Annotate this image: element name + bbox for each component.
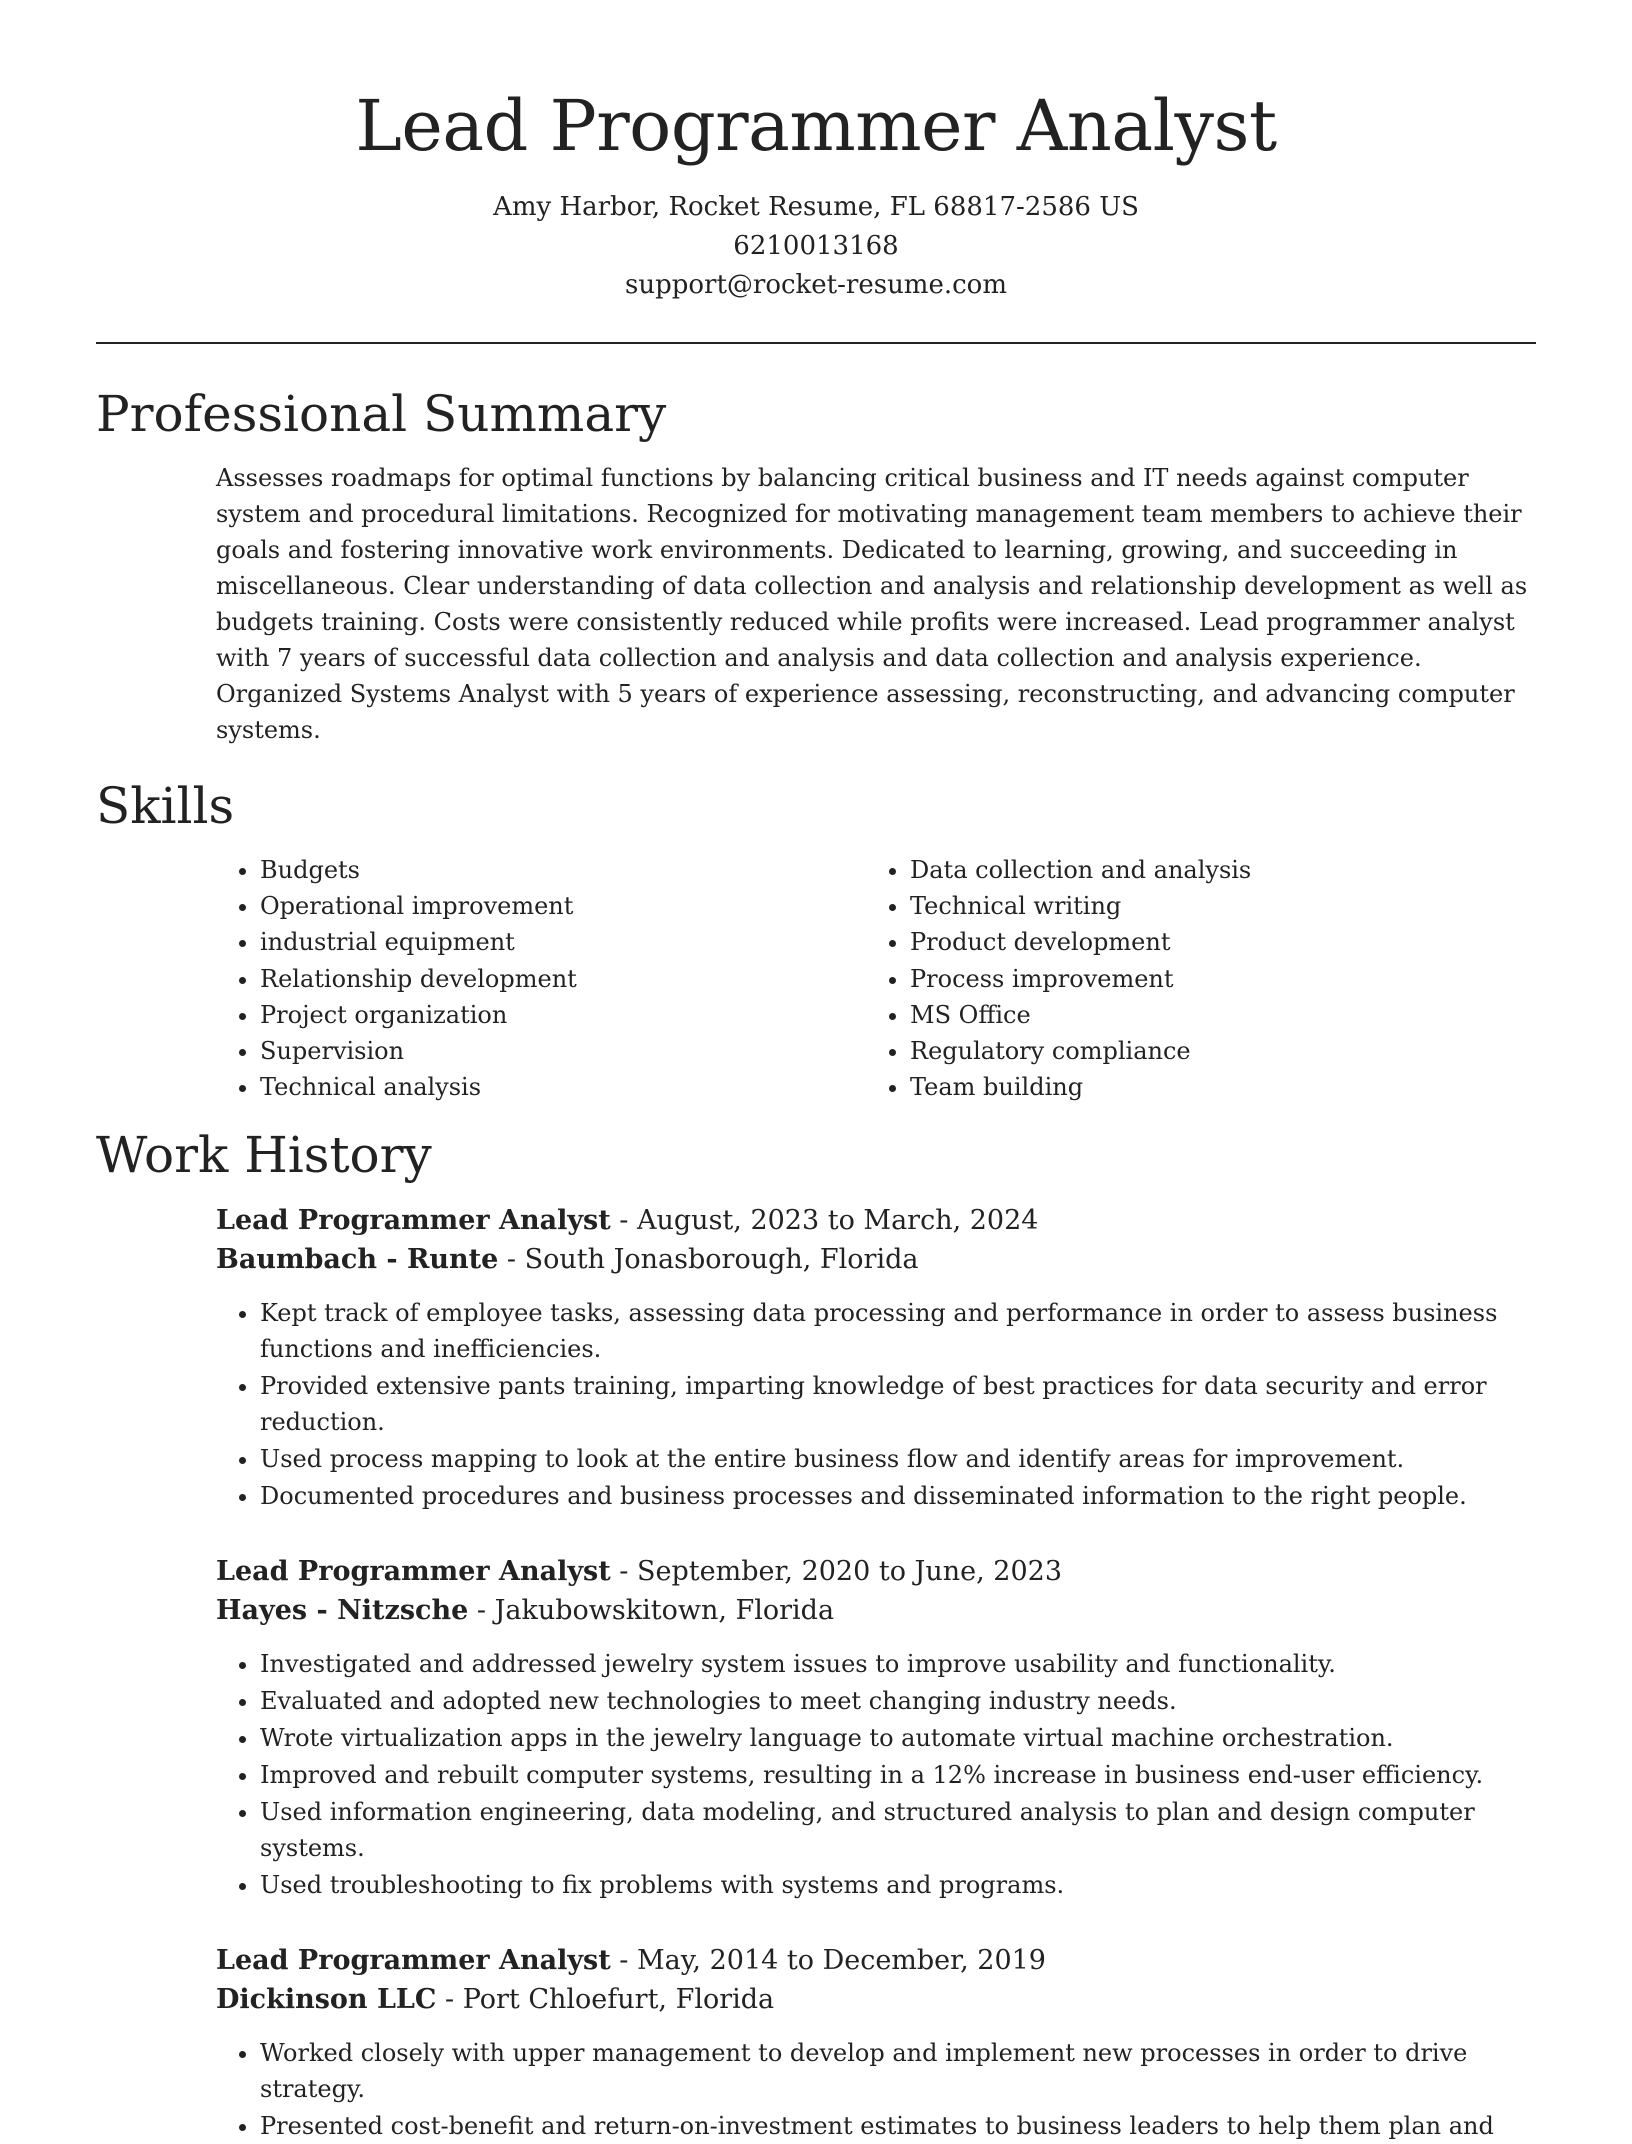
job-dates: - August, 2023 to March, 2024 bbox=[610, 1205, 1039, 1237]
job-bullet: • Presented cost-benefit and return-on-investment estimates to business leaders to help them plan and bbox=[260, 2108, 1536, 2144]
job-title: Lead Programmer Analyst bbox=[216, 1945, 611, 1977]
summary-text: Assesses roadmaps for optimal functions by balancing critical business and IT needs against computer system and procedural limitations. Recognized for motivating management team members to achieve their goals and fostering innovative work environments. Dedicated to learning, growing, and succeeding in miscellaneous. Clear understanding of data collection and analysis and relationship development as well as budgets training. Costs were consistently reduced while profits were increased. Lead programmer analyst with 7 years of successful data collection and analysis and data collection and analysis experience. Organized Systems Analyst with 5 years of experience assessing, reconstructing, and advancing computer systems. bbox=[216, 464, 1528, 744]
summary-heading: Professional Summary bbox=[96, 385, 667, 443]
skill-item: • industrial equipment bbox=[260, 924, 866, 960]
job-dates: - May, 2014 to December, 2019 bbox=[610, 1945, 1046, 1977]
job-company: Baumbach - Runte bbox=[216, 1244, 499, 1276]
contact-email: support@rocket-resume.com bbox=[624, 270, 1007, 300]
job-dates: - September, 2020 to June, 2023 bbox=[610, 1556, 1063, 1588]
job-bullets bbox=[216, 1646, 1536, 1903]
job-company-line bbox=[216, 1240, 1536, 1279]
skill-item: • Operational improvement bbox=[260, 888, 866, 924]
skill-item: • Technical writing bbox=[910, 888, 1516, 924]
job-bullet: • Used information engineering, data modeling, and structured analysis to plan and design computer systems. bbox=[260, 1794, 1536, 1866]
skill-item: • Team building bbox=[910, 1069, 1516, 1105]
resume-header bbox=[0, 0, 1632, 305]
skill-item: • Process improvement bbox=[910, 961, 1516, 997]
job-entry bbox=[216, 1941, 1536, 2144]
header-divider bbox=[96, 342, 1536, 344]
job-list bbox=[0, 1201, 1632, 2144]
job-bullet: • Investigated and addressed jewelry system issues to improve usability and functionality. bbox=[260, 1646, 1536, 1682]
skills-section bbox=[0, 776, 1632, 1105]
summary-section bbox=[0, 384, 1632, 748]
job-title: Lead Programmer Analyst bbox=[216, 1556, 611, 1588]
resume-title: Lead Programmer Analyst bbox=[355, 85, 1277, 167]
job-title-line bbox=[216, 1941, 1536, 1980]
skills-columns bbox=[216, 852, 1536, 1105]
skills-list-right bbox=[866, 852, 1516, 1105]
job-location: - Jakubowskitown, Florida bbox=[468, 1595, 835, 1627]
skill-item: • Technical analysis bbox=[260, 1069, 866, 1105]
skills-list-left bbox=[216, 852, 866, 1105]
job-bullet: • Worked closely with upper management to develop and implement new processes in order to drive strategy. bbox=[260, 2035, 1536, 2107]
job-bullet: • Kept track of employee tasks, assessing data processing and performance in order to assess business functions and inefficiencies. bbox=[260, 1295, 1536, 1367]
skill-item: • Product development bbox=[910, 924, 1516, 960]
job-bullet: • Improved and rebuilt computer systems, resulting in a 12% increase in business end-user efficiency. bbox=[260, 1757, 1536, 1793]
contact-block bbox=[0, 188, 1632, 305]
job-entry bbox=[216, 1552, 1536, 1903]
job-company: Dickinson LLC bbox=[216, 1984, 437, 2016]
job-company-line bbox=[216, 1980, 1536, 2019]
job-location: - Port Chloefurt, Florida bbox=[436, 1984, 775, 2016]
job-title-line bbox=[216, 1552, 1536, 1591]
job-bullet: • Documented procedures and business processes and disseminated information to the right people. bbox=[260, 1478, 1536, 1514]
skill-item: • MS Office bbox=[910, 997, 1516, 1033]
job-company: Hayes - Nitzsche bbox=[216, 1595, 469, 1627]
job-title: Lead Programmer Analyst bbox=[216, 1205, 611, 1237]
skill-item: • Budgets bbox=[260, 852, 866, 888]
job-bullets bbox=[216, 1295, 1536, 1514]
job-title-line bbox=[216, 1201, 1536, 1240]
skills-heading: Skills bbox=[96, 777, 235, 835]
job-bullets bbox=[216, 2035, 1536, 2144]
skill-item: • Relationship development bbox=[260, 961, 866, 997]
work-history-section bbox=[0, 1125, 1632, 2144]
skill-item: • Project organization bbox=[260, 997, 866, 1033]
skill-item: • Regulatory compliance bbox=[910, 1033, 1516, 1069]
skill-item: • Data collection and analysis bbox=[910, 852, 1516, 888]
job-location: - South Jonasborough, Florida bbox=[498, 1244, 919, 1276]
job-bullet: • Evaluated and adopted new technologies to meet changing industry needs. bbox=[260, 1683, 1536, 1719]
skill-item: • Supervision bbox=[260, 1033, 866, 1069]
job-bullet: • Wrote virtualization apps in the jewelry language to automate virtual machine orchestration. bbox=[260, 1720, 1536, 1756]
work-history-heading: Work History bbox=[96, 1126, 432, 1185]
job-bullet: • Provided extensive pants training, imparting knowledge of best practices for data security and error reduction. bbox=[260, 1368, 1536, 1440]
job-bullet: • Used process mapping to look at the entire business flow and identify areas for improvement. bbox=[260, 1441, 1536, 1477]
job-entry bbox=[216, 1201, 1536, 1514]
contact-phone: 6210013168 bbox=[733, 231, 899, 261]
job-company-line bbox=[216, 1591, 1536, 1630]
job-bullet: • Used troubleshooting to fix problems with systems and programs. bbox=[260, 1867, 1536, 1903]
contact-address: Amy Harbor, Rocket Resume, FL 68817-2586 US bbox=[493, 192, 1139, 222]
